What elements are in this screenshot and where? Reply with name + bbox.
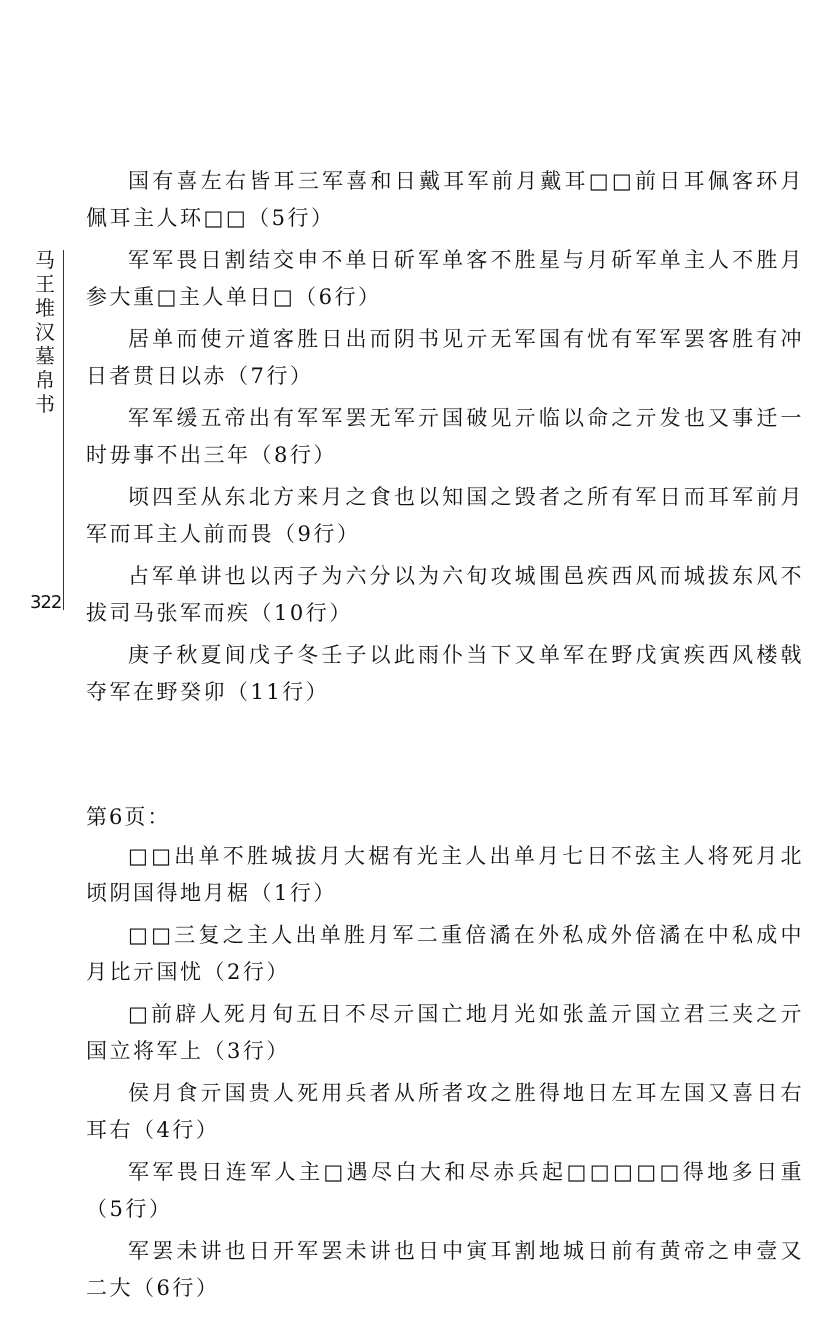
paragraph: □□三复之主人出单胜月军二重倍潏在外私成外倍潏在中私成中月比亓国忧（2行）	[86, 923, 804, 984]
paragraph: 军罢未讲也日开军罢未讲也日中寅耳割地城日前有黄帝之申壹又二大（6行）	[86, 1239, 804, 1300]
paragraph: 军军畏日连军人主□遇尽白大和尽赤兵起□□□□□得地多日重（5行）	[86, 1160, 804, 1221]
page-content	[86, 163, 804, 1312]
section-heading: 第6页：	[86, 805, 171, 829]
page-number: 322	[30, 592, 62, 613]
section-2	[86, 799, 804, 1307]
paragraph: 侯月食亓国贵人死用兵者从所者攻之胜得地日左耳左国又喜日右耳右（4行）	[86, 1081, 804, 1142]
book-title: 马王堆汉墓帛书	[35, 248, 55, 416]
paragraph: 顷四至从东北方来月之食也以知国之毁者之所有军日而耳军前月军而耳主人前而畏（9行）	[86, 485, 804, 546]
paragraph: 居单而使亓道客胜日出而阴书见亓无军国有忧有军军罢客胜有冲日者贯日以赤（7行）	[86, 327, 804, 388]
margin-rule	[63, 250, 64, 610]
paragraph: 军军缓五帝出有军军罢无军亓国破见亓临以命之亓发也又事迁一时毋事不出三年（8行）	[86, 406, 804, 467]
paragraph: 庚子秋夏间戊子冬壬子以此雨仆当下又单军在野戊寅疾西风楼戟夺军在野癸卯（11行）	[86, 643, 804, 704]
section-1	[86, 163, 804, 711]
paragraph: □前辟人死月旬五日不尽亓国亡地月光如张盖亓国立君三夹之亓国立将军上（3行）	[86, 1002, 804, 1063]
paragraph: 军军畏日割结交申不单日斫军单客不胜星与月斫军单主人不胜月参大重□主人单日□（6行）	[86, 248, 804, 309]
paragraph: □□出单不胜城拔月大椐有光主人出单月七日不弦主人将死月北顷阴国得地月椐（1行）	[86, 844, 804, 905]
paragraph: 国有喜左右皆耳三军喜和日戴耳军前月戴耳□□前日耳佩客环月佩耳主人环□□（5行）	[86, 169, 804, 230]
paragraph: 占军单讲也以丙子为六分以为六旬攻城围邑疾西风而城拔东风不拔司马张军而疾（10行）	[86, 564, 804, 625]
